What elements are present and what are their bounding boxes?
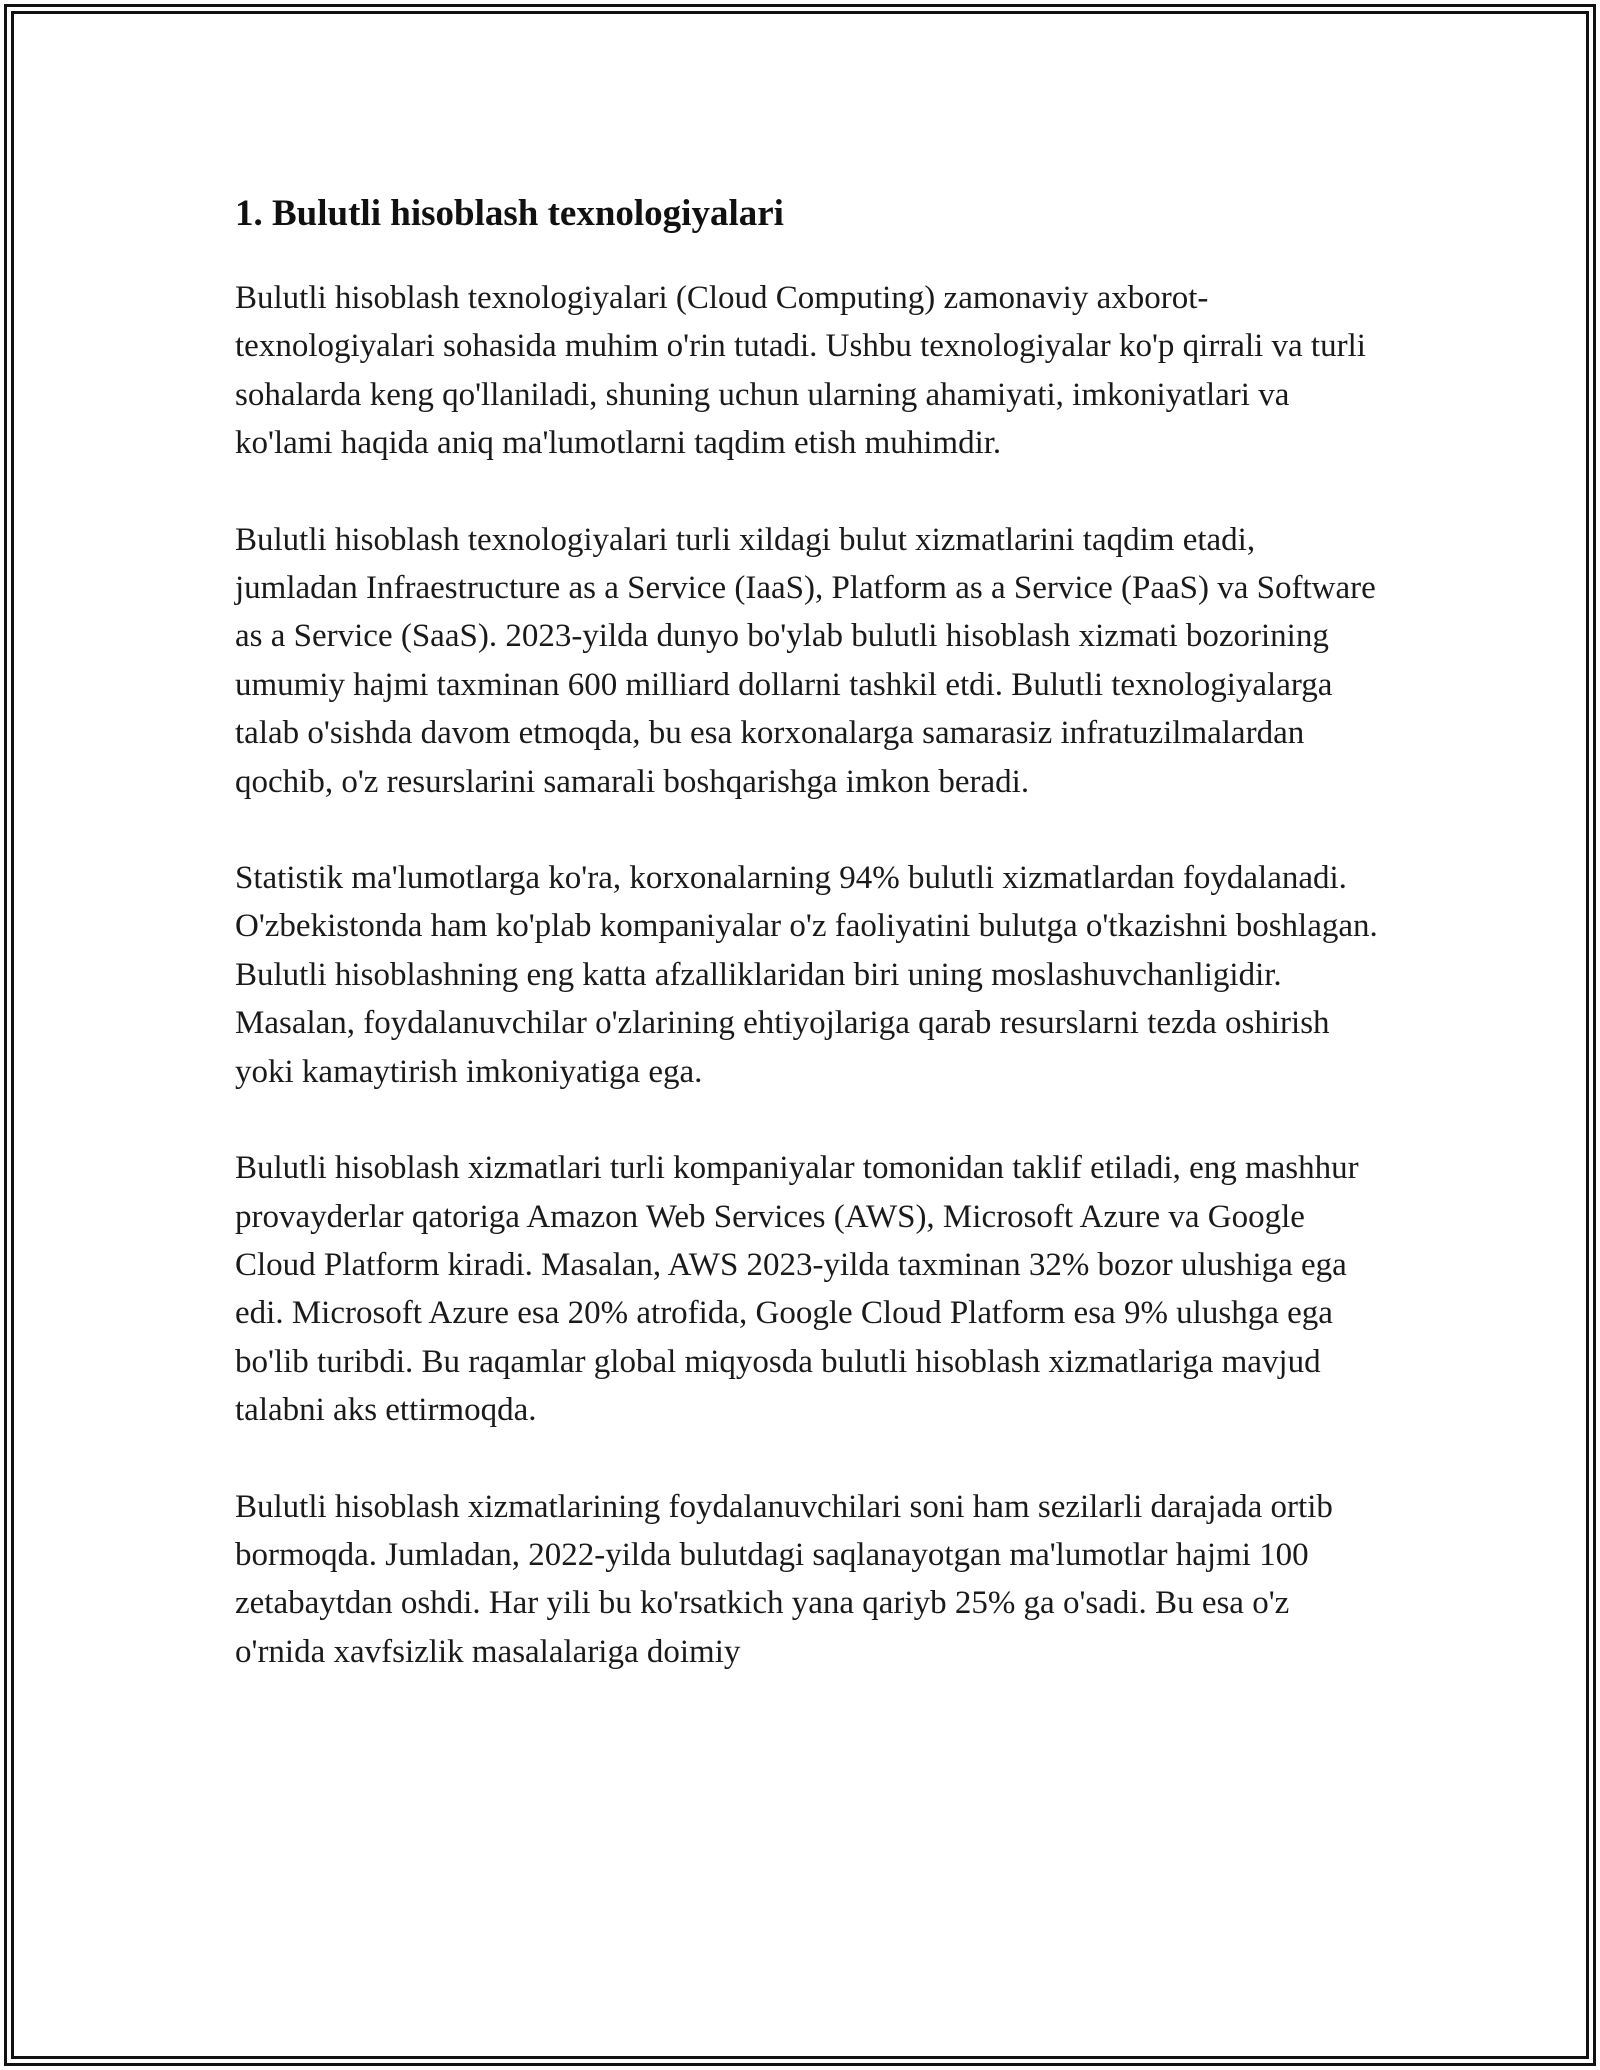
paragraph-statistics: Statistik ma'lumotlarga ko'ra, korxonalarning 94% bulutli xizmatlardan foydalanadi. O'zbekistonda ham ko'plab kompaniyalar o'z faoliyatini bulutga o'tkazishni boshlagan. Bulutli hisoblashning eng katta afzalliklaridan biri uning moslashuvchanligidir. Masalan, foydalanuvchilar o'zlarining ehtiyojlariga qarab resurslarni tezda oshirish yoki kamaytirish imkoniyatiga ega.	[235, 860, 1378, 1090]
paragraph-providers: Bulutli hisoblash xizmatlari turli kompaniyalar tomonidan taklif etiladi, eng mashhur provayderlar qatoriga Amazon Web Services (AWS), Microsoft Azure va Google Cloud Platform kiradi. Masalan, AWS 2023-yilda taxminan 32% bozor ulushiga ega edi. Microsoft Azure esa 20% atrofida, Google Cloud Platform esa 9% ulushga ega bo'lib turibdi. Bu raqamlar global miqyosda bulutli hisoblash xizmatlariga mavjud talabni aks ettirmoqda.	[235, 1150, 1359, 1429]
paragraph-intro: Bulutli hisoblash texnologiyalari (Cloud Computing) zamonaviy axborot-texnologiyalari sohasida muhim o'rin tutadi. Ushbu texnologiyalar ko'p qirrali va turli sohalarda keng qo'llaniladi, shuning uchun ularning ahamiyati, imkoniyatlari va ko'lami haqida aniq ma'lumotlarni taqdim etish muhimdir.	[235, 280, 1366, 462]
paragraph-service-models: Bulutli hisoblash texnologiyalari turli xildagi bulut xizmatlarini taqdim etadi, jumladan Infraestructure as a Service (IaaS), Platform as a Service (PaaS) va Software as a Service (SaaS). 2023-yilda dunyo bo'ylab bulutli hisoblash xizmati bozorining umumiy hajmi taxminan 600 milliard dollarni tashkil etdi. Bulutli texnologiyalarga talab o'sishda davom etmoqda, bu esa korxonalarga samarasiz infratuzilmalardan qochib, o'z resurslarini samarali boshqarishga imkon beradi.	[235, 521, 1376, 800]
section-heading: 1. Bulutli hisoblash texnologiyalari	[235, 193, 784, 234]
paragraph-user-growth: Bulutli hisoblash xizmatlarining foydalanuvchilari soni ham sezilarli darajada ortib bormoqda. Jumladan, 2022-yilda bulutdagi saqlanayotgan ma'lumotlar hajmi 100 zetabaytdan oshdi. Har yili bu ko'rsatkich yana qariyb 25% ga o'sadi. Bu esa o'z o'rnida xavfsizlik masalalariga doimiy	[235, 1488, 1333, 1670]
document-body	[235, 184, 1385, 1676]
